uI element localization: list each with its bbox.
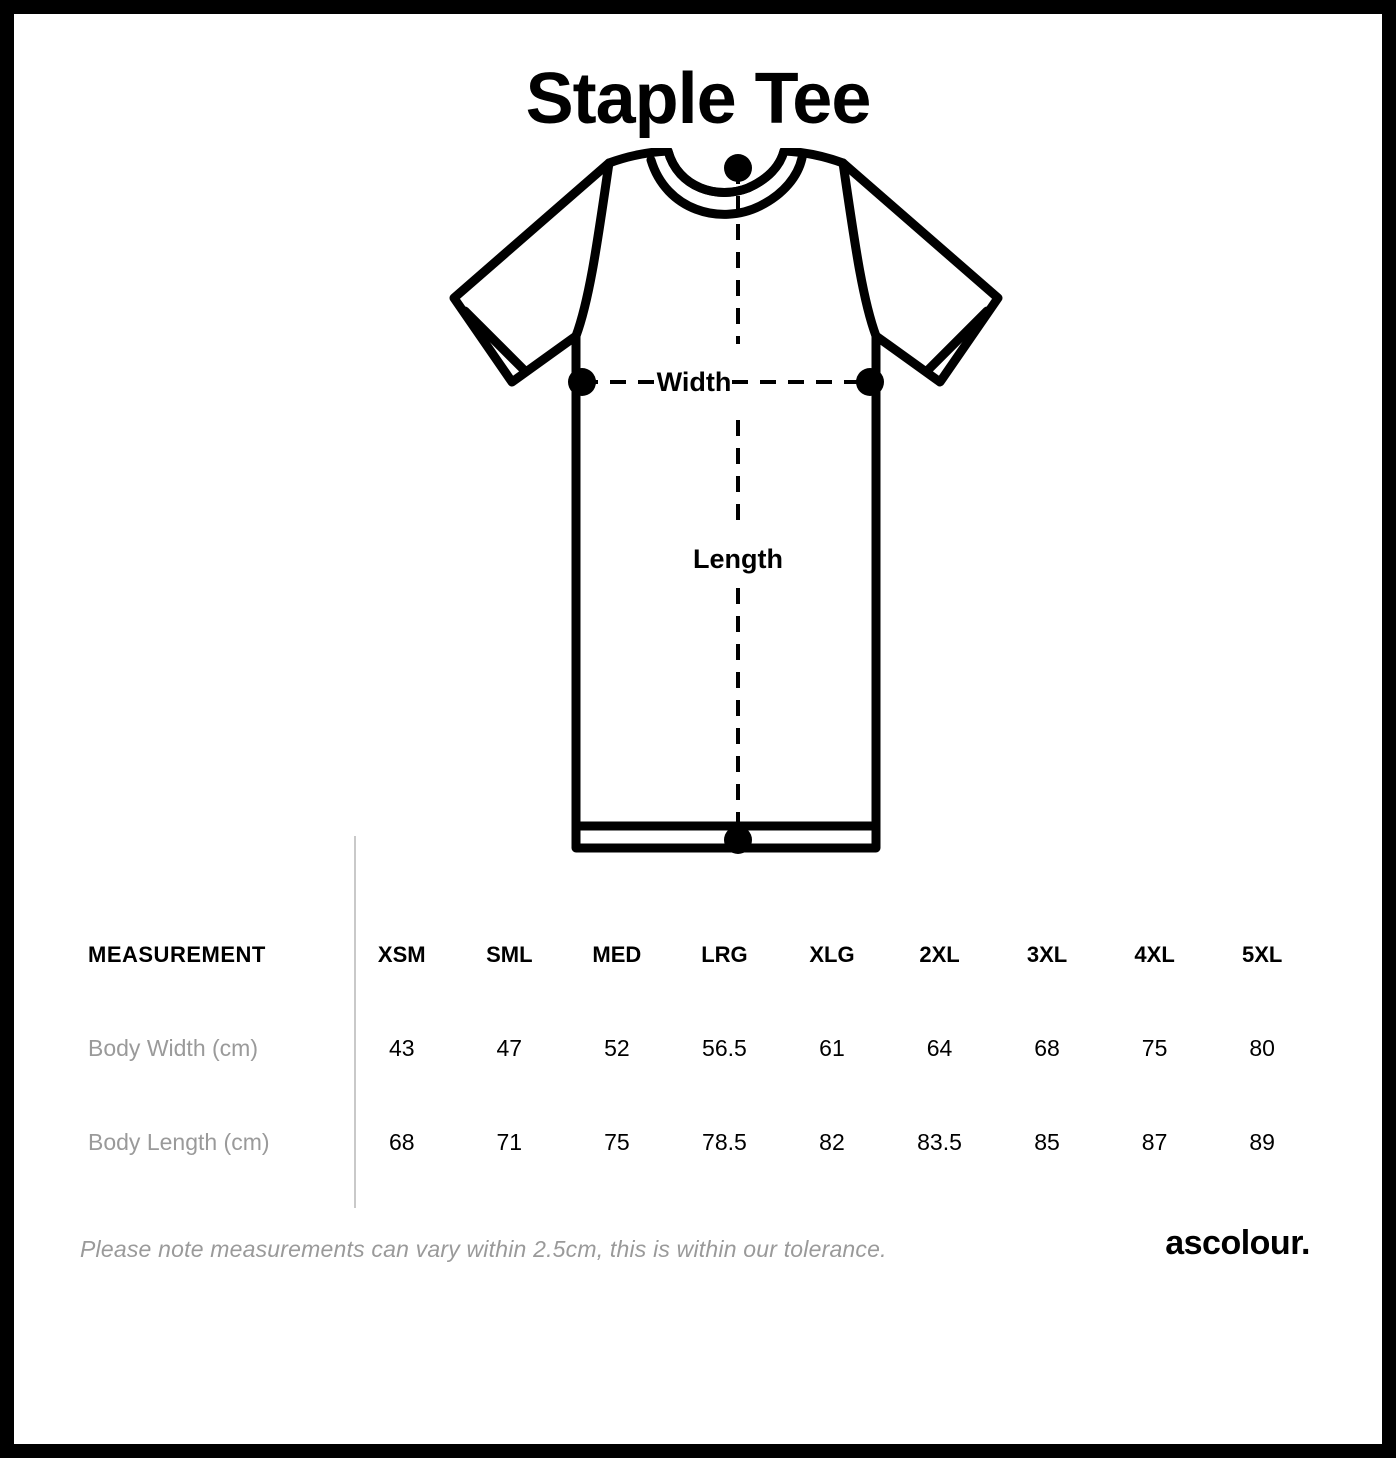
size-header-lrg: LRG	[701, 941, 748, 967]
measurement-header: MEASUREMENT	[88, 941, 266, 967]
row-label-body-length: Body Length (cm)	[88, 1129, 270, 1156]
length-top-point	[724, 154, 752, 182]
body-width-4xl: 75	[1141, 1035, 1168, 1062]
page-title: Staple Tee	[525, 59, 871, 139]
size-header-med: MED	[592, 941, 642, 967]
table-row	[80, 1002, 1316, 1096]
body-width-med: 52	[604, 1035, 630, 1062]
size-header-5xl: 5XL	[1242, 941, 1283, 967]
body-width-3xl: 68	[1034, 1035, 1060, 1062]
length-bottom-point	[724, 826, 752, 854]
size-header-3xl: 3XL	[1026, 941, 1068, 967]
table-row	[80, 1096, 1316, 1190]
body-length-4xl: 87	[1141, 1129, 1168, 1156]
tshirt-outline-svg	[328, 148, 1068, 888]
length-label: Length	[693, 543, 783, 574]
body-width-2xl: 64	[926, 1035, 953, 1062]
brand-logo: ascolour.	[1165, 1223, 1310, 1262]
body-length-xlg: 82	[819, 1129, 845, 1156]
size-header-xsm: XSM	[377, 941, 426, 967]
body-length-3xl: 85	[1034, 1129, 1060, 1156]
body-length-5xl: 89	[1249, 1129, 1275, 1156]
body-width-xlg: 61	[819, 1035, 845, 1062]
body-length-med: 75	[604, 1129, 630, 1156]
tshirt-diagram	[14, 148, 1382, 908]
body-width-lrg: 56.5	[702, 1035, 747, 1062]
row-label-body-width: Body Width (cm)	[88, 1035, 258, 1062]
size-table-area	[80, 908, 1316, 1190]
width-label: Width	[656, 366, 732, 397]
table-divider-line	[354, 836, 356, 1208]
width-right-point	[856, 368, 884, 396]
body-width-5xl: 80	[1249, 1035, 1275, 1062]
size-header-xlg: XLG	[809, 941, 855, 967]
size-header-4xl: 4XL	[1134, 941, 1175, 967]
size-header-sml: SML	[486, 941, 533, 967]
body-length-sml: 71	[496, 1129, 523, 1156]
width-left-point	[568, 368, 596, 396]
size-header-2xl: 2XL	[919, 941, 960, 967]
size-table	[80, 908, 1316, 1190]
body-width-sml: 47	[496, 1035, 523, 1062]
body-length-2xl: 83.5	[917, 1129, 962, 1156]
body-length-lrg: 78.5	[702, 1129, 747, 1156]
table-header-row	[80, 908, 1316, 1002]
body-length-xsm: 68	[388, 1129, 415, 1156]
footer	[80, 1224, 1316, 1263]
body-width-xsm: 43	[388, 1035, 415, 1062]
tolerance-note: Please note measurements can vary within 2.5cm, this is within our tolerance.	[80, 1235, 887, 1262]
